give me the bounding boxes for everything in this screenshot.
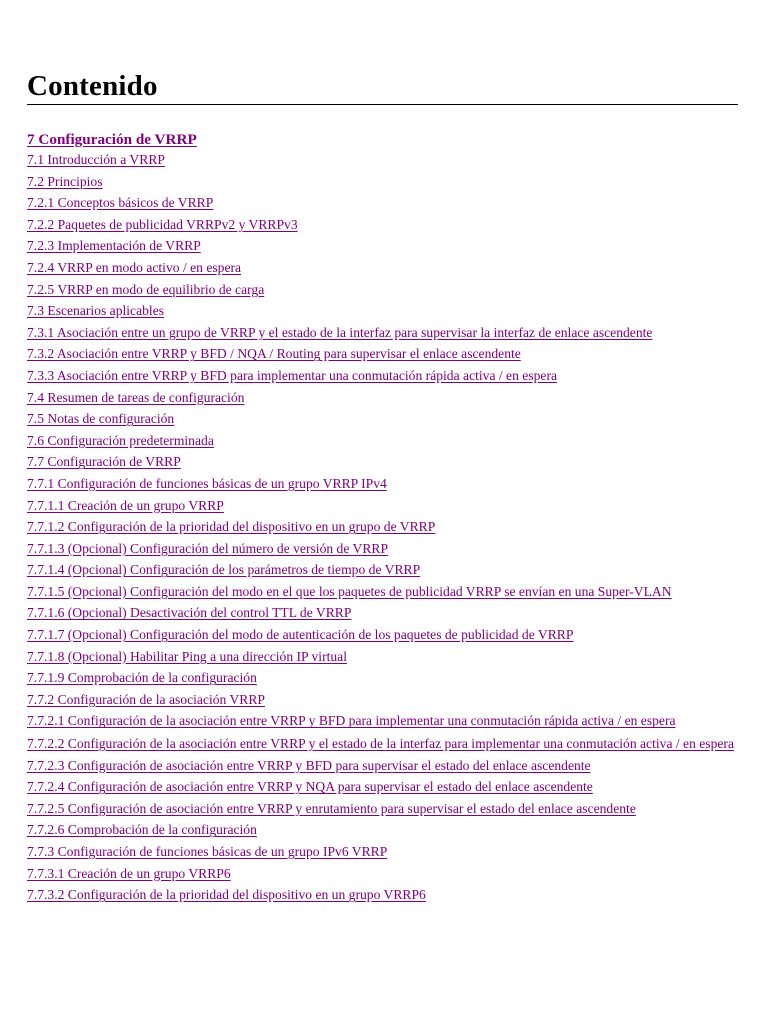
toc-entry: [27, 562, 738, 578]
toc-entry: [27, 584, 738, 600]
toc-link[interactable]: 7.1 Introducción a VRRP: [27, 152, 165, 167]
toc-link[interactable]: 7.7.1.1 Creación de un grupo VRRP: [27, 497, 224, 513]
toc-chapter-link[interactable]: 7 Configuración de VRRP: [27, 131, 197, 148]
toc-entry: [27, 605, 738, 621]
toc-link[interactable]: 7.2.5 VRRP en modo de equilibrio de carga: [27, 281, 265, 297]
toc-entry: [27, 130, 738, 149]
toc-entry: [27, 758, 738, 774]
toc-link[interactable]: 7.3.2 Asociación entre VRRP y BFD / NQA / Routing para supervisar el enlace ascendente: [27, 346, 521, 362]
table-of-contents: [27, 130, 738, 909]
toc-link[interactable]: 7.7.2.2 Configuración de la asociación entre VRRP y el estado de la interfaz para implementar una conmutación activa / en espera: [27, 736, 734, 752]
toc-link[interactable]: 7.3.3 Asociación entre VRRP y BFD para implementar una conmutación rápida activa / en espera: [27, 367, 558, 383]
toc-link[interactable]: 7.7.1 Configuración de funciones básicas de un grupo VRRP IPv4: [27, 475, 387, 491]
toc-link[interactable]: 7.3.1 Asociación entre un grupo de VRRP y el estado de la interfaz para supervisar la interfaz de enlace ascendente: [27, 324, 653, 340]
toc-link[interactable]: 7.2.4 VRRP en modo activo / en espera: [27, 259, 242, 275]
toc-entry: [27, 801, 738, 817]
toc-entry: [27, 325, 738, 341]
toc-entry: [27, 217, 738, 233]
toc-link[interactable]: 7.7.3.1 Creación de un grupo VRRP6: [27, 865, 231, 881]
toc-entry: [27, 476, 738, 492]
toc-link[interactable]: 7.7.1.7 (Opcional) Configuración del modo de autenticación de los paquetes de publicidad de VRRP: [27, 627, 574, 643]
toc-link[interactable]: 7.2 Principios: [27, 173, 103, 189]
toc-entry: [27, 692, 738, 708]
toc-link[interactable]: 7.7.1.9 Comprobación de la configuración: [27, 670, 257, 686]
toc-entry: [27, 433, 738, 449]
toc-link[interactable]: 7.7.2.1 Configuración de la asociación entre VRRP y BFD para implementar una conmutación rápida activa / en espera: [27, 713, 676, 729]
page-title: Contenido: [27, 70, 158, 102]
toc-entry: [27, 844, 738, 860]
toc-entry: [27, 627, 738, 643]
toc-entry: [27, 735, 738, 752]
toc-entry: [27, 649, 738, 665]
toc-link[interactable]: 7.2.1 Conceptos básicos de VRRP: [27, 195, 214, 211]
toc-entry: [27, 303, 738, 319]
toc-link[interactable]: 7.7.2.6 Comprobación de la configuración: [27, 822, 257, 838]
toc-link[interactable]: 7.2.2 Paquetes de publicidad VRRPv2 y VRRPv3: [27, 216, 298, 232]
toc-entry: [27, 282, 738, 298]
toc-entry: [27, 411, 738, 427]
toc-link[interactable]: 7.7.1.4 (Opcional) Configuración de los parámetros de tiempo de VRRP: [27, 562, 421, 578]
toc-entry: [27, 887, 738, 903]
toc-entry: [27, 498, 738, 514]
toc-link[interactable]: 7.3 Escenarios aplicables: [27, 303, 165, 319]
toc-link[interactable]: 7.7.1.5 (Opcional) Configuración del modo en el que los paquetes de publicidad VRRP se envían en una Super-VLAN: [27, 583, 672, 599]
toc-link[interactable]: 7.7.2.3 Configuración de asociación entre VRRP y BFD para supervisar el estado del enlace ascendente: [27, 757, 591, 773]
toc-entry: [27, 866, 738, 882]
toc-link[interactable]: 7.7.1.2 Configuración de la prioridad del dispositivo en un grupo de VRRP: [27, 519, 436, 535]
toc-entry: [27, 195, 738, 211]
toc-entry: [27, 346, 738, 362]
toc-entry: [27, 519, 738, 535]
toc-entry: [27, 152, 738, 168]
toc-link[interactable]: 7.4 Resumen de tareas de configuración: [27, 389, 245, 405]
toc-link[interactable]: 7.6 Configuración predeterminada: [27, 432, 214, 448]
toc-entry: [27, 822, 738, 838]
toc-link[interactable]: 7.7.1.6 (Opcional) Desactivación del control TTL de VRRP: [27, 605, 352, 621]
toc-link[interactable]: 7.2.3 Implementación de VRRP: [27, 238, 201, 254]
toc-entry: [27, 670, 738, 686]
toc-link[interactable]: 7.7.2 Configuración de la asociación VRRP: [27, 691, 265, 707]
toc-entry: [27, 779, 738, 795]
toc-entry: [27, 260, 738, 276]
toc-entry: [27, 174, 738, 190]
toc-entry: [27, 368, 738, 384]
toc-link[interactable]: 7.7.2.5 Configuración de asociación entre VRRP y enrutamiento para supervisar el estado del enlace ascendente: [27, 800, 636, 816]
toc-entry: [27, 390, 738, 406]
toc-link[interactable]: 7.7.1.8 (Opcional) Habilitar Ping a una dirección IP virtual: [27, 648, 347, 664]
toc-entry: [27, 454, 738, 470]
toc-link[interactable]: 7.7 Configuración de VRRP: [27, 454, 181, 470]
toc-link[interactable]: 7.7.3 Configuración de funciones básicas de un grupo IPv6 VRRP: [27, 844, 388, 859]
toc-link[interactable]: 7.5 Notas de configuración: [27, 411, 175, 427]
toc-entry: [27, 238, 738, 254]
toc-entry: [27, 541, 738, 557]
toc-link[interactable]: 7.7.3.2 Configuración de la prioridad del dispositivo en un grupo VRRP6: [27, 887, 426, 903]
toc-link[interactable]: 7.7.1.3 (Opcional) Configuración del número de versión de VRRP: [27, 540, 389, 556]
title-divider: [27, 104, 738, 105]
toc-entry: [27, 713, 738, 729]
toc-link[interactable]: 7.7.2.4 Configuración de asociación entre VRRP y NQA para supervisar el estado del enlace ascendente: [27, 779, 593, 795]
